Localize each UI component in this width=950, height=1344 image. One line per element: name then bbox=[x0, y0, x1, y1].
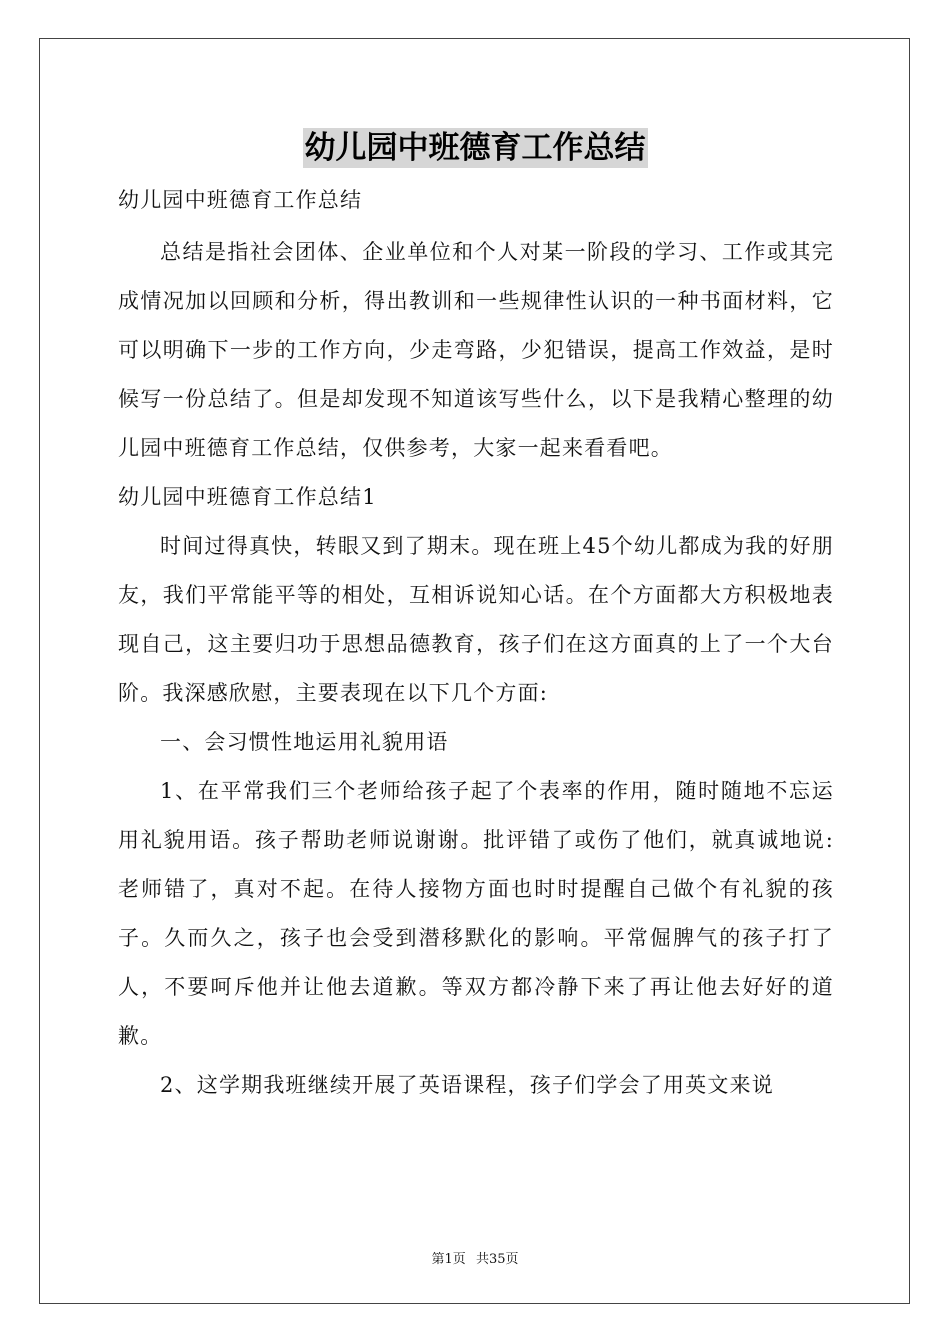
section-heading: 幼儿园中班德育工作总结1 bbox=[118, 485, 377, 509]
sub-heading: 一、会习惯性地运用礼貌用语 bbox=[160, 730, 449, 754]
document-subtitle: 幼儿园中班德育工作总结 bbox=[118, 188, 363, 212]
page-footer bbox=[0, 1248, 950, 1267]
document-body bbox=[118, 176, 834, 1110]
document-title: 幼儿园中班德育工作总结 bbox=[304, 130, 646, 166]
list-item: 1、在平常我们三个老师给孩子起了个表率的作用，随时随地不忘运用礼貌用语。孩子帮助老师说谢谢。批评错了或伤了他们，就真诚地说:老师错了，真对不起。在待人接物方面也时时提醒自己做个有礼貌的孩子。久而久之，孩子也会受到潜移默化的影响。平常倔脾气的孩子打了人，不要呵斥他并让他去道歉。等双方都冷静下来了再让他去好好的道歉。 bbox=[118, 779, 834, 1048]
intro-paragraph: 总结是指社会团体、企业单位和个人对某一阶段的学习、工作或其完成情况加以回顾和分析，得出教训和一些规律性认识的一种书面材料，它可以明确下一步的工作方向，少走弯路，少犯错误，提高工作效益，是时候写一份总结了。但是却发现不知道该写些什么，以下是我精心整理的幼儿园中班德育工作总结，仅供参考，大家一起来看看吧。 bbox=[118, 240, 834, 460]
page-number: 第1页 bbox=[431, 1252, 466, 1267]
title-container bbox=[0, 128, 950, 168]
list-item: 2、这学期我班继续开展了英语课程，孩子们学会了用英文来说 bbox=[160, 1073, 774, 1097]
section-paragraph: 时间过得真快，转眼又到了期末。现在班上45个幼儿都成为我的好朋友，我们平常能平等的相处，互相诉说知心话。在个方面都大方积极地表现自己，这主要归功于思想品德教育，孩子们在这方面真的上了一个大台阶。我深感欣慰，主要表现在以下几个方面: bbox=[118, 534, 834, 705]
page-total: 共35页 bbox=[475, 1252, 519, 1267]
